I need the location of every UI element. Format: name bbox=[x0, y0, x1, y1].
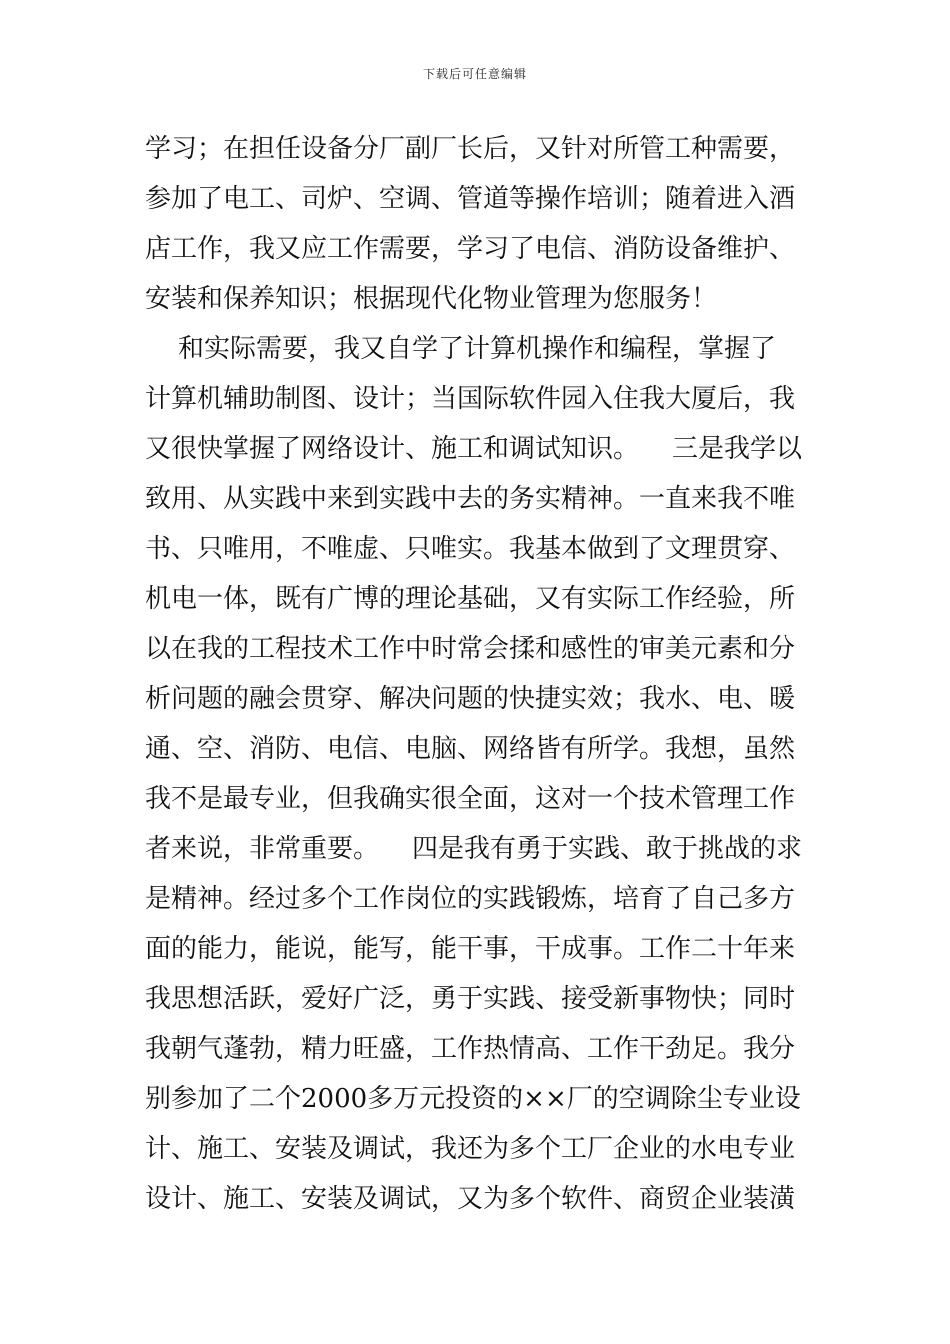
text-line: 机电一体，既有广博的理论基础，又有实际工作经验，所 bbox=[145, 584, 796, 614]
text-line: 计算机辅助制图、设计；当国际软件园入住我大厦后，我 bbox=[145, 384, 796, 414]
text-line: 通、空、消防、电信、电脑、网络皆有所学。我想，虽然 bbox=[145, 734, 796, 764]
text-line: 者来说，非常重要。 四是我有勇于实践、敢于挑战的求 bbox=[145, 834, 803, 864]
text-line: 参加了电工、司炉、空调、管道等操作培训；随着进入酒 bbox=[145, 184, 796, 214]
text-line: 以在我的工程技术工作中时常会揉和感性的审美元素和分 bbox=[145, 634, 796, 664]
text-line: 计、施工、安装及调试，我还为多个工厂企业的水电专业 bbox=[145, 1134, 796, 1164]
text-line: 我不是最专业，但我确实很全面，这对一个技术管理工作 bbox=[145, 784, 796, 814]
text-line: 是精神。经过多个工作岗位的实践锻炼，培育了自己多方 bbox=[145, 884, 796, 914]
text-line: 店工作，我又应工作需要，学习了电信、消防设备维护、 bbox=[145, 234, 796, 264]
text-line: 我思想活跃，爱好广泛，勇于实践、接受新事物快；同时 bbox=[145, 984, 796, 1014]
text-line: 安装和保养知识；根据现代化物业管理为您服务！ bbox=[145, 284, 718, 314]
text-line: 面的能力，能说，能写，能干事，干成事。工作二十年来 bbox=[145, 934, 796, 964]
text-line: 我朝气蓬勃，精力旺盛，工作热情高、工作干劲足。我分 bbox=[145, 1034, 796, 1064]
text-line: 致用、从实践中来到实践中去的务实精神。一直来我不唯 bbox=[145, 484, 796, 514]
text-line: 别参加了二个2000多万元投资的××厂的空调除尘专业设 bbox=[145, 1084, 801, 1114]
text-line: 书、只唯用，不唯虚、只唯实。我基本做到了文理贯穿、 bbox=[145, 534, 796, 564]
text-line: 学习；在担任设备分厂副厂长后，又针对所管工种需要， bbox=[145, 134, 796, 164]
text-line: 又很快掌握了网络设计、施工和调试知识。 三是我学以 bbox=[145, 434, 803, 464]
text-line: 和实际需要，我又自学了计算机操作和编程，掌握了 bbox=[145, 334, 777, 364]
text-line: 析问题的融会贯穿、解决问题的快捷实效；我水、电、暖 bbox=[145, 684, 796, 714]
body-text bbox=[145, 124, 815, 1224]
page-header-note: 下载后可任意编辑 bbox=[422, 67, 527, 81]
text-line: 设计、施工、安装及调试，又为多个软件、商贸企业装潢 bbox=[145, 1184, 796, 1214]
